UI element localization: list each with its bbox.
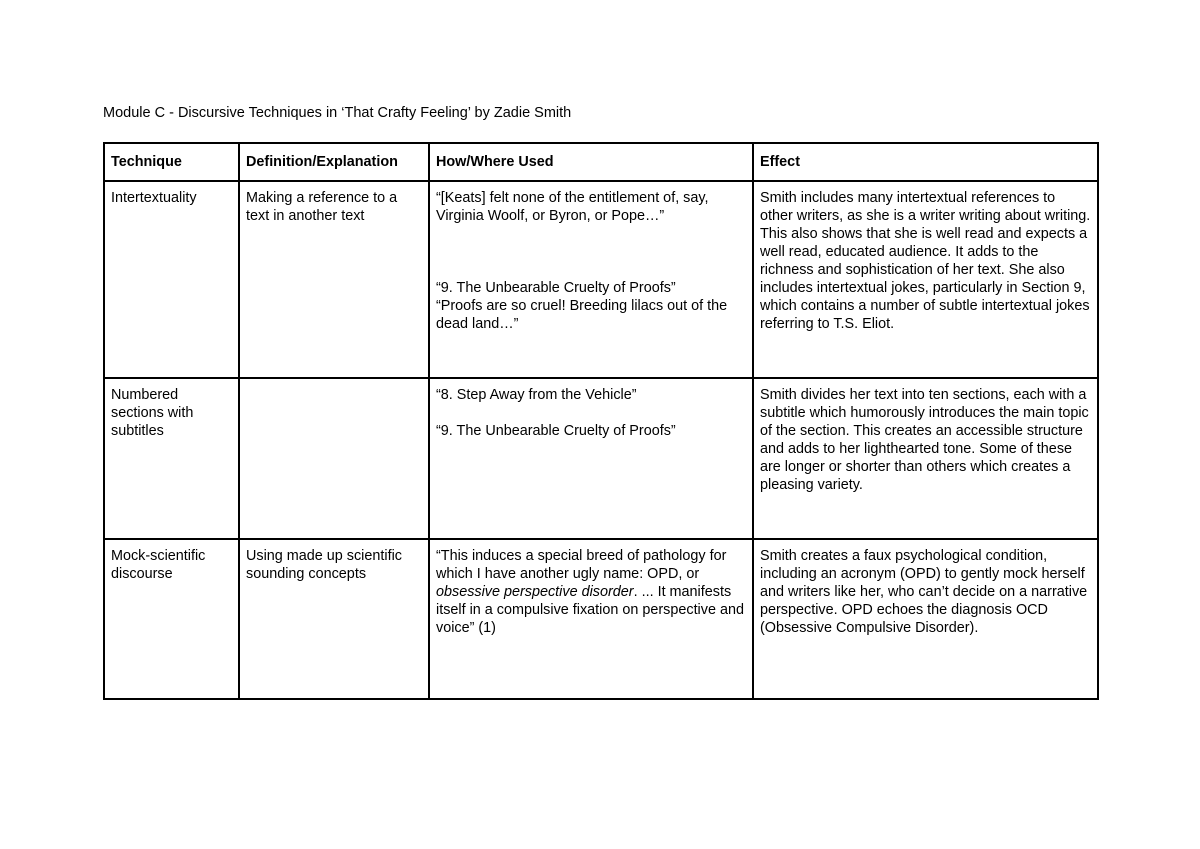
cell-definition: Making a reference to a text in another text bbox=[239, 181, 429, 378]
spacer bbox=[436, 404, 746, 422]
header-definition: Definition/Explanation bbox=[239, 143, 429, 181]
quote-italic-text: obsessive perspective disorder bbox=[436, 584, 634, 600]
quote-text: “[Keats] felt none of the entitlement of, say, Virginia Woolf, or Byron, or Pope…” bbox=[436, 190, 709, 224]
page-title: Module C - Discursive Techniques in ‘That Crafty Feeling’ by Zadie Smith bbox=[103, 105, 572, 121]
cell-how-where-used bbox=[429, 378, 753, 539]
cell-technique: Numbered sections with subtitles bbox=[104, 378, 239, 539]
header-effect: Effect bbox=[753, 143, 1098, 181]
cell-effect: Smith divides her text into ten sections, each with a subtitle which humorously introduces the main topic of the section. This creates an accessible structure and adds to her lighthearted tone. Some of these are longer or shorter than others which creates a pleasing variety. bbox=[753, 378, 1098, 539]
header-technique: Technique bbox=[104, 143, 239, 181]
quote-text: “This induces a special breed of pathology for which I have another ugly name: OPD, or bbox=[436, 548, 727, 582]
cell-technique: Intertextuality bbox=[104, 181, 239, 378]
quote-text: “9. The Unbearable Cruelty of Proofs” bbox=[436, 280, 676, 296]
table-header-row bbox=[104, 143, 1098, 181]
cell-effect: Smith creates a faux psychological condition, including an acronym (OPD) to gently mock herself and writers like her, who can’t decide on a narrative perspective. OPD echoes the diagnosis OCD (Obsessive Compulsive Disorder). bbox=[753, 539, 1098, 699]
cell-definition: Using made up scientific sounding concepts bbox=[239, 539, 429, 699]
cell-how-where-used bbox=[429, 181, 753, 378]
table-row bbox=[104, 181, 1098, 378]
quote-text: “8. Step Away from the Vehicle” bbox=[436, 387, 637, 403]
techniques-table bbox=[103, 142, 1099, 700]
table-row bbox=[104, 539, 1098, 699]
spacer bbox=[436, 225, 746, 279]
header-how-where-used: How/Where Used bbox=[429, 143, 753, 181]
cell-effect: Smith includes many intertextual references to other writers, as she is a writer writing about writing. This also shows that she is well read and expects a well read, educated audience. It adds to the richness and sophistication of her text. She also includes intertextual jokes, particularly in Section 9, which contains a number of subtle intertextual jokes referring to T.S. Eliot. bbox=[753, 181, 1098, 378]
quote-text: “Proofs are so cruel! Breeding lilacs out of the dead land…” bbox=[436, 298, 728, 332]
quote-text: “9. The Unbearable Cruelty of Proofs” bbox=[436, 423, 676, 439]
quote-text: . ... It manifests itself in a compulsive fixation on perspective and voice” (1) bbox=[436, 584, 744, 636]
cell-technique: Mock-scientific discourse bbox=[104, 539, 239, 699]
cell-how-where-used bbox=[429, 539, 753, 699]
table-row bbox=[104, 378, 1098, 539]
cell-definition bbox=[239, 378, 429, 539]
